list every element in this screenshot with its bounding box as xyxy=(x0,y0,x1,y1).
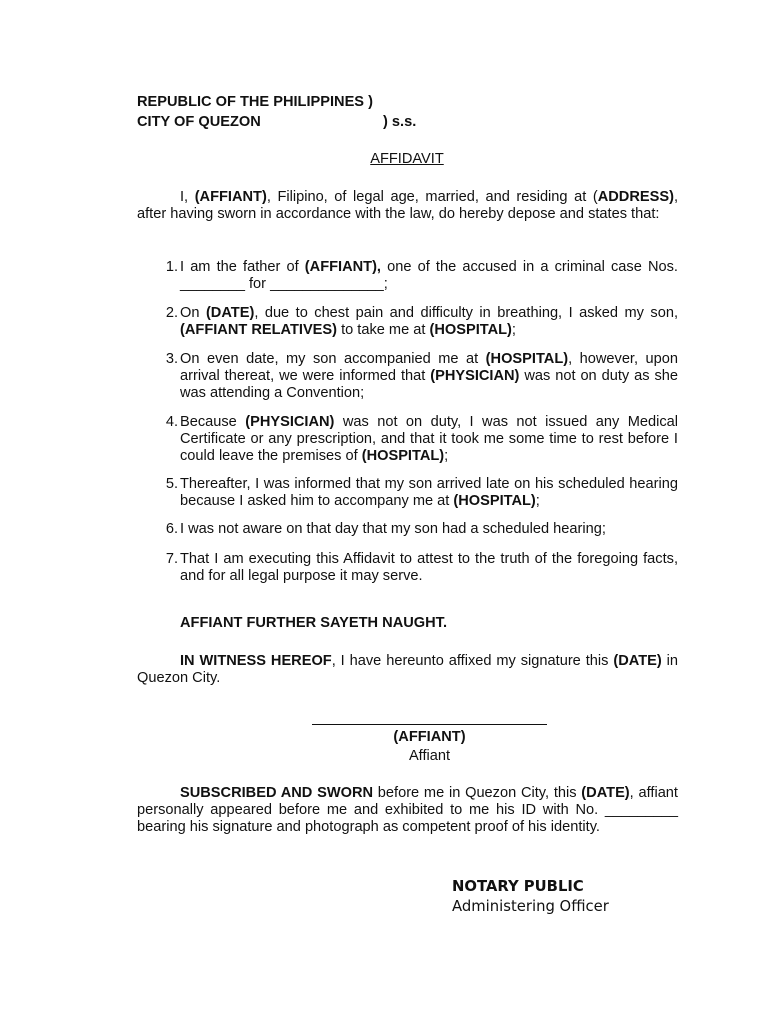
document-title: AFFIDAVIT xyxy=(370,151,444,167)
list-item: 4. Because (PHYSICIAN) was not on duty, I was not issued any Medical Certificate or any prescription, and that it took me some time to rest before I could leave the premises of (HOSPITAL); xyxy=(165,414,678,464)
witness-paragraph: IN WITNESS HEREOF, I have hereunto affixed my signature this (DATE) in Quezon City. xyxy=(137,653,678,686)
notary-role: Administering Officer xyxy=(452,898,609,915)
header-republic: REPUBLIC OF THE PHILIPPINES ) xyxy=(137,94,373,110)
list-item: 7. That I am executing this Affidavit to attest to the truth of the foregoing facts, and for all legal purpose it may serve. xyxy=(165,551,678,584)
list-item: 1. I am the father of (AFFIANT), one of the accused in a criminal case Nos. ________ for ______________; xyxy=(165,259,678,292)
document-title-wrap xyxy=(0,151,768,168)
list-item: 3. On even date, my son accompanied me at (HOSPITAL), however, upon arrival thereat, we were informed that (PHYSICIAN) was not on duty as she was attending a Convention; xyxy=(165,351,678,401)
list-item: 5. Thereafter, I was informed that my son arrived late on his scheduled hearing because I asked him to accompany me at (HOSPITAL); xyxy=(165,476,678,509)
intro-paragraph: I, (AFFIANT), Filipino, of legal age, married, and residing at (ADDRESS), after having sworn in accordance with the law, do hereby depose and states that: xyxy=(137,189,678,222)
list-item: 6. I was not aware on that day that my son had a scheduled hearing; xyxy=(165,521,606,537)
affiant-role: Affiant xyxy=(408,748,451,764)
jurat-paragraph: SUBSCRIBED AND SWORN before me in Quezon City, this (DATE), affiant personally appeared before me and exhibited to me his ID with No. _________ bearing his signature and photograph as competent proof of his identity. xyxy=(137,785,678,835)
header-city: CITY OF QUEZON xyxy=(137,114,261,130)
header-ss: ) s.s. xyxy=(383,114,417,130)
signature-line xyxy=(312,706,547,725)
list-item: 2. On (DATE), due to chest pain and difficulty in breathing, I asked my son, (AFFIANT RELATIVES) to take me at (HOSPITAL); xyxy=(165,305,678,338)
affiant-name: (AFFIANT) xyxy=(393,729,466,745)
notary-title: NOTARY PUBLIC xyxy=(452,878,584,895)
further-sayeth: AFFIANT FURTHER SAYETH NAUGHT. xyxy=(180,615,448,631)
